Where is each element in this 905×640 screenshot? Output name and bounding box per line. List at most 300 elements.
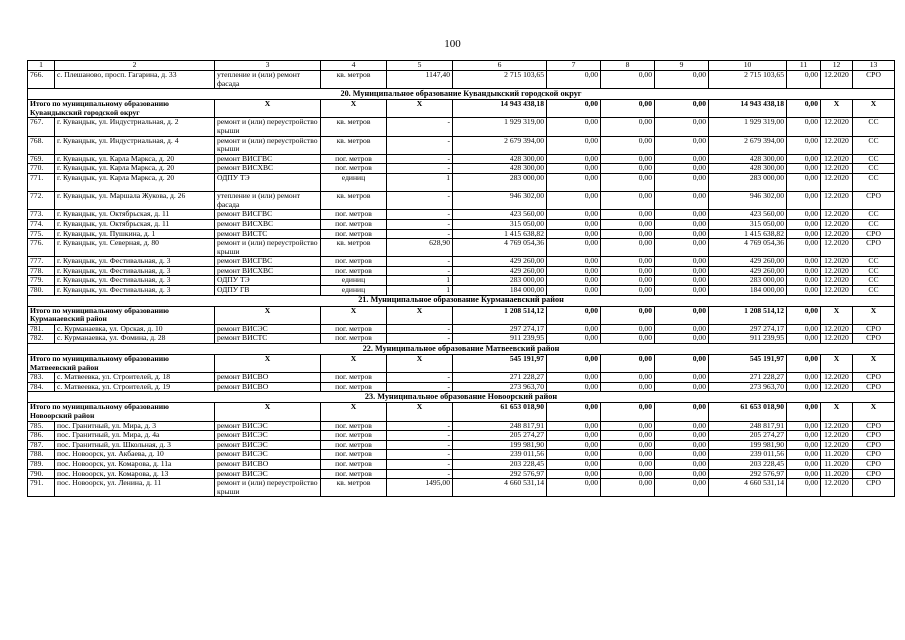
table-cell: -	[387, 219, 453, 229]
table-cell: СРО	[853, 469, 895, 479]
table-cell: ремонт ВИСХВС	[215, 164, 321, 174]
table-cell: 0,00	[787, 450, 821, 460]
table-cell: г. Кувандык, ул. Октябрьская, д. 11	[55, 210, 215, 220]
table-cell: 0,00	[601, 479, 655, 497]
table-cell: ремонт ВИСТС	[215, 334, 321, 344]
table-cell: 0,00	[547, 421, 601, 431]
table-cell: утепление и (или) ремонт фасада	[215, 71, 321, 89]
table-cell: СС	[853, 173, 895, 191]
table-cell: пог. метров	[321, 373, 387, 383]
table-cell: -	[387, 118, 453, 136]
column-number: 8	[601, 61, 655, 71]
table-cell: 0,00	[601, 118, 655, 136]
table-cell: 12.2020	[821, 219, 853, 229]
table-row	[28, 459, 895, 469]
table-cell: 0,00	[547, 450, 601, 460]
subtotal-cell: 0,00	[547, 403, 601, 421]
table-cell: СРО	[853, 334, 895, 344]
table-cell: 768.	[28, 136, 55, 154]
section-heading-row	[28, 89, 895, 100]
subtotal-cell: 61 653 018,90	[709, 403, 787, 421]
table-row	[28, 440, 895, 450]
table-cell: пог. метров	[321, 440, 387, 450]
table-cell: -	[387, 257, 453, 267]
table-cell: пог. метров	[321, 450, 387, 460]
table-cell: единиц	[321, 173, 387, 191]
table-cell: 781.	[28, 324, 55, 334]
table-cell: 771.	[28, 173, 55, 191]
table-cell: -	[387, 324, 453, 334]
table-cell: 12.2020	[821, 276, 853, 286]
table-cell: 0,00	[547, 192, 601, 210]
table-cell: ремонт ВИСЭС	[215, 421, 321, 431]
table-cell: 0,00	[787, 192, 821, 210]
table-cell: 0,00	[601, 469, 655, 479]
subtotal-cell: X	[821, 100, 853, 118]
table-cell: СС	[853, 219, 895, 229]
table-cell: ремонт ВИСХВС	[215, 266, 321, 276]
table-cell: ремонт ВИСЭС	[215, 431, 321, 441]
table-cell: 0,00	[655, 450, 709, 460]
table-cell: 783.	[28, 373, 55, 383]
table-cell: СРО	[853, 239, 895, 257]
table-cell: 0,00	[601, 154, 655, 164]
table-cell: -	[387, 431, 453, 441]
table-cell: 767.	[28, 118, 55, 136]
table-cell: СРО	[853, 71, 895, 89]
column-number: 10	[709, 61, 787, 71]
table-row	[28, 324, 895, 334]
subtotal-cell: X	[321, 306, 387, 324]
subtotal-cell: 0,00	[655, 100, 709, 118]
table-cell: 283 000,00	[453, 276, 547, 286]
table-cell: 0,00	[655, 257, 709, 267]
table-cell: СРО	[853, 382, 895, 392]
subtotal-cell: X	[215, 306, 321, 324]
table-cell: СС	[853, 118, 895, 136]
table-cell: пос. Новоорск, ул. Комарова, д. 13	[55, 469, 215, 479]
table-cell: 12.2020	[821, 421, 853, 431]
table-cell: 0,00	[787, 334, 821, 344]
table-cell: СРО	[853, 324, 895, 334]
table-cell: 0,00	[547, 373, 601, 383]
table-cell: пог. метров	[321, 469, 387, 479]
table-cell: 0,00	[787, 382, 821, 392]
table-cell: 12.2020	[821, 210, 853, 220]
table-cell: 199 981,90	[709, 440, 787, 450]
table-cell: с. Плешаново, просп. Гагарина, д. 33	[55, 71, 215, 89]
table-cell: 779.	[28, 276, 55, 286]
table-cell: 0,00	[787, 229, 821, 239]
column-number: 5	[387, 61, 453, 71]
table-cell: -	[387, 192, 453, 210]
table-cell: 423 560,00	[453, 210, 547, 220]
table-cell: с. Курманаевка, ул. Орская, д. 10	[55, 324, 215, 334]
table-cell: СС	[853, 257, 895, 267]
table-cell: 0,00	[655, 334, 709, 344]
table-cell: ремонт и (или) переустройство крыши	[215, 118, 321, 136]
table-cell: 0,00	[601, 324, 655, 334]
column-number: 6	[453, 61, 547, 71]
table-cell: 0,00	[787, 136, 821, 154]
table-cell: 775.	[28, 229, 55, 239]
table-cell: СС	[853, 154, 895, 164]
table-cell: 11.2020	[821, 450, 853, 460]
table-cell: 0,00	[601, 257, 655, 267]
table-cell: 0,00	[547, 136, 601, 154]
subtotal-cell: X	[387, 355, 453, 373]
table-row	[28, 421, 895, 431]
table-cell: 0,00	[601, 450, 655, 460]
table-cell: пос. Гранитный, ул. Мира, д. 3	[55, 421, 215, 431]
subtotal-cell: 0,00	[547, 100, 601, 118]
table-cell: ремонт и (или) переустройство крыши	[215, 136, 321, 154]
table-cell: 780.	[28, 286, 55, 296]
table-cell: СРО	[853, 479, 895, 497]
table-cell: 1 415 638,82	[453, 229, 547, 239]
table-cell: 199 981,90	[453, 440, 547, 450]
table-cell: 184 000,00	[709, 286, 787, 296]
table-cell: 12.2020	[821, 286, 853, 296]
table-cell: СС	[853, 164, 895, 174]
table-cell: 785.	[28, 421, 55, 431]
table-cell: 769.	[28, 154, 55, 164]
table-cell: ОДПУ ГВ	[215, 286, 321, 296]
table-cell: 12.2020	[821, 431, 853, 441]
table-cell: 0,00	[601, 71, 655, 89]
table-cell: 0,00	[547, 431, 601, 441]
table-cell: 0,00	[787, 154, 821, 164]
table-cell: 0,00	[787, 479, 821, 497]
subtotal-cell: X	[821, 403, 853, 421]
table-cell: пос. Гранитный, ул. Мира, д. 4а	[55, 431, 215, 441]
table-cell: 0,00	[601, 373, 655, 383]
table-row	[28, 118, 895, 136]
column-number: 12	[821, 61, 853, 71]
table-cell: СРО	[853, 192, 895, 210]
table-cell: 770.	[28, 164, 55, 174]
table-cell: 0,00	[655, 173, 709, 191]
table-cell: пос. Новоорск, ул. Ленина, д. 11	[55, 479, 215, 497]
table-cell: 12.2020	[821, 239, 853, 257]
table-cell: 0,00	[601, 421, 655, 431]
table-row	[28, 210, 895, 220]
column-number: 2	[55, 61, 215, 71]
column-number: 1	[28, 61, 55, 71]
table-cell: 0,00	[787, 219, 821, 229]
table-cell: 0,00	[601, 219, 655, 229]
table-cell: 12.2020	[821, 154, 853, 164]
table-cell: 911 239,95	[453, 334, 547, 344]
table-cell: ремонт ВИСЭС	[215, 324, 321, 334]
table-cell: 0,00	[655, 421, 709, 431]
table-cell: 0,00	[787, 118, 821, 136]
section-title: 22. Муниципальное образование Матвеевский район	[28, 344, 895, 355]
table-cell: 12.2020	[821, 266, 853, 276]
table-cell: 0,00	[787, 440, 821, 450]
column-number: 11	[787, 61, 821, 71]
table-cell: 0,00	[655, 164, 709, 174]
table-row	[28, 266, 895, 276]
table-cell: 0,00	[601, 276, 655, 286]
registry-table	[27, 60, 895, 497]
table-cell: 0,00	[655, 276, 709, 286]
table-cell: 4 660 531,14	[453, 479, 547, 497]
table-cell: 292 576,97	[453, 469, 547, 479]
table-cell: 0,00	[547, 286, 601, 296]
subtotal-label: Итого по муниципальному образованию Матвеевский район	[28, 355, 215, 373]
table-cell: 273 963,70	[453, 382, 547, 392]
table-cell: 184 000,00	[453, 286, 547, 296]
subtotal-cell: 545 191,97	[453, 355, 547, 373]
subtotal-cell: 545 191,97	[709, 355, 787, 373]
table-cell: 784.	[28, 382, 55, 392]
table-cell: 12.2020	[821, 324, 853, 334]
table-cell: 0,00	[787, 431, 821, 441]
table-cell: г. Кувандык, ул. Пушкина, д. 1	[55, 229, 215, 239]
subtotal-row	[28, 403, 895, 421]
table-cell: -	[387, 164, 453, 174]
subtotal-cell: 0,00	[655, 403, 709, 421]
table-cell: 4 660 531,14	[709, 479, 787, 497]
table-cell: 2 679 394,00	[453, 136, 547, 154]
table-cell: 0,00	[655, 219, 709, 229]
table-cell: пог. метров	[321, 266, 387, 276]
table-cell: СРО	[853, 431, 895, 441]
table-cell: 248 817,91	[709, 421, 787, 431]
subtotal-cell: X	[215, 100, 321, 118]
table-cell: кв. метров	[321, 479, 387, 497]
table-cell: 0,00	[601, 229, 655, 239]
table-cell: 0,00	[547, 324, 601, 334]
table-cell: 0,00	[787, 71, 821, 89]
table-row	[28, 173, 895, 191]
table-cell: 283 000,00	[453, 173, 547, 191]
table-cell: кв. метров	[321, 71, 387, 89]
table-cell: 786.	[28, 431, 55, 441]
table-cell: 0,00	[547, 266, 601, 276]
table-cell: 0,00	[547, 382, 601, 392]
table-cell: -	[387, 154, 453, 164]
table-cell: 774.	[28, 219, 55, 229]
table-row	[28, 276, 895, 286]
table-cell: г. Кувандык, ул. Октябрьская, д. 11	[55, 219, 215, 229]
table-cell: ОДПУ ТЭ	[215, 276, 321, 286]
table-cell: 0,00	[787, 173, 821, 191]
table-row	[28, 136, 895, 154]
table-cell: 0,00	[547, 71, 601, 89]
table-cell: пог. метров	[321, 459, 387, 469]
column-number-row	[28, 61, 895, 71]
table-cell: единиц	[321, 286, 387, 296]
table-cell: 12.2020	[821, 382, 853, 392]
subtotal-cell: X	[321, 403, 387, 421]
table-cell: 776.	[28, 239, 55, 257]
table-cell: -	[387, 136, 453, 154]
subtotal-cell: 0,00	[787, 403, 821, 421]
table-cell: 429 260,00	[453, 266, 547, 276]
table-cell: 946 302,00	[453, 192, 547, 210]
table-cell: 0,00	[787, 286, 821, 296]
table-cell: 0,00	[547, 164, 601, 174]
table-cell: -	[387, 334, 453, 344]
table-cell: 0,00	[601, 334, 655, 344]
subtotal-cell: X	[821, 355, 853, 373]
section-title: 21. Муниципальное образование Курманаевский район	[28, 295, 895, 306]
subtotal-cell: X	[853, 355, 895, 373]
section-title: 20. Муниципальное образование Кувандыкский городской округ	[28, 89, 895, 100]
table-cell: ремонт ВИСХВС	[215, 219, 321, 229]
subtotal-cell: 0,00	[601, 355, 655, 373]
table-cell: пог. метров	[321, 229, 387, 239]
table-cell: 0,00	[787, 257, 821, 267]
table-cell: пог. метров	[321, 154, 387, 164]
table-cell: 0,00	[601, 136, 655, 154]
table-cell: 0,00	[601, 173, 655, 191]
subtotal-label: Итого по муниципальному образованию Кувандыкский городской округ	[28, 100, 215, 118]
table-cell: 0,00	[787, 276, 821, 286]
table-cell: 0,00	[547, 173, 601, 191]
table-cell: 0,00	[655, 239, 709, 257]
table-cell: 1 929 319,00	[453, 118, 547, 136]
table-cell: ОДПУ ТЭ	[215, 173, 321, 191]
table-cell: -	[387, 450, 453, 460]
table-cell: 0,00	[655, 286, 709, 296]
table-cell: 0,00	[655, 210, 709, 220]
table-cell: 0,00	[601, 210, 655, 220]
table-cell: -	[387, 373, 453, 383]
table-cell: 0,00	[787, 239, 821, 257]
section-heading-row	[28, 392, 895, 403]
table-cell: ремонт ВИСВО	[215, 459, 321, 469]
table-cell: г. Кувандык, ул. Карла Маркса, д. 20	[55, 154, 215, 164]
table-cell: 423 560,00	[709, 210, 787, 220]
table-cell: 790.	[28, 469, 55, 479]
table-cell: 12.2020	[821, 192, 853, 210]
table-cell: 0,00	[787, 469, 821, 479]
table-cell: г. Кувандык, ул. Фестивальная, д. 3	[55, 257, 215, 267]
table-cell: г. Кувандык, ул. Фестивальная, д. 3	[55, 276, 215, 286]
table-cell: 0,00	[787, 266, 821, 276]
table-cell: ремонт и (или) переустройство крыши	[215, 239, 321, 257]
table-cell: 0,00	[655, 440, 709, 450]
table-cell: 12.2020	[821, 334, 853, 344]
table-cell: г. Кувандык, ул. Карла Маркса, д. 20	[55, 164, 215, 174]
table-cell: 12.2020	[821, 118, 853, 136]
table-cell: 0,00	[787, 421, 821, 431]
table-cell: 271 228,27	[709, 373, 787, 383]
table-row	[28, 382, 895, 392]
table-cell: пог. метров	[321, 164, 387, 174]
table-row	[28, 71, 895, 89]
table-cell: 271 228,27	[453, 373, 547, 383]
table-cell: 428 300,00	[453, 164, 547, 174]
table-cell: 11.2020	[821, 459, 853, 469]
table-cell: кв. метров	[321, 239, 387, 257]
table-cell: пос. Гранитный, ул. Школьная, д. 3	[55, 440, 215, 450]
subtotal-cell: 0,00	[655, 306, 709, 324]
table-cell: СС	[853, 210, 895, 220]
table-cell: г. Кувандык, ул. Индустриальная, д. 2	[55, 118, 215, 136]
column-number: 4	[321, 61, 387, 71]
table-cell: 239 011,56	[453, 450, 547, 460]
table-cell: ремонт ВИСЭС	[215, 469, 321, 479]
table-cell: СС	[853, 286, 895, 296]
table-cell: 12.2020	[821, 164, 853, 174]
subtotal-cell: 0,00	[601, 306, 655, 324]
table-cell: 12.2020	[821, 71, 853, 89]
table-cell: 946 302,00	[709, 192, 787, 210]
table-cell: 0,00	[601, 192, 655, 210]
table-row	[28, 469, 895, 479]
table-cell: 1	[387, 173, 453, 191]
subtotal-cell: X	[321, 100, 387, 118]
table-cell: 0,00	[655, 118, 709, 136]
subtotal-cell: X	[215, 403, 321, 421]
table-cell: 203 228,45	[709, 459, 787, 469]
table-cell: 0,00	[655, 266, 709, 276]
table-cell: 2 715 103,65	[709, 71, 787, 89]
table-cell: ремонт ВИСЭС	[215, 450, 321, 460]
subtotal-cell: X	[853, 403, 895, 421]
table-cell: 273 963,70	[709, 382, 787, 392]
table-cell: 789.	[28, 459, 55, 469]
table-row	[28, 239, 895, 257]
column-number: 13	[853, 61, 895, 71]
table-cell: 2 715 103,65	[453, 71, 547, 89]
subtotal-label: Итого по муниципальному образованию Курманаевский район	[28, 306, 215, 324]
subtotal-cell: X	[853, 306, 895, 324]
table-cell: 0,00	[655, 382, 709, 392]
table-cell: 429 260,00	[453, 257, 547, 267]
table-cell: 0,00	[787, 459, 821, 469]
table-row	[28, 373, 895, 383]
table-cell: 315 050,00	[453, 219, 547, 229]
table-cell: г. Кувандык, ул. Северная, д. 80	[55, 239, 215, 257]
table-cell: 0,00	[547, 154, 601, 164]
table-row	[28, 192, 895, 210]
table-cell: 0,00	[601, 431, 655, 441]
subtotal-cell: 0,00	[547, 355, 601, 373]
table-cell: ремонт ВИСГВС	[215, 210, 321, 220]
table-cell: 791.	[28, 479, 55, 497]
table-cell: 0,00	[655, 324, 709, 334]
table-cell: 0,00	[655, 229, 709, 239]
subtotal-cell: 0,00	[601, 403, 655, 421]
section-title: 23. Муниципальное образование Новоорский район	[28, 392, 895, 403]
table-cell: 0,00	[601, 164, 655, 174]
table-cell: 0,00	[547, 210, 601, 220]
table-cell: -	[387, 440, 453, 450]
table-cell: ремонт ВИСГВС	[215, 154, 321, 164]
subtotal-cell: 0,00	[547, 306, 601, 324]
table-cell: с. Курманаевка, ул. Фомина, д. 28	[55, 334, 215, 344]
table-cell: 0,00	[655, 154, 709, 164]
table-cell: кв. метров	[321, 118, 387, 136]
table-cell: -	[387, 229, 453, 239]
table-row	[28, 229, 895, 239]
table-cell: 0,00	[547, 459, 601, 469]
subtotal-cell: 0,00	[601, 100, 655, 118]
table-cell: 0,00	[601, 266, 655, 276]
table-cell: 12.2020	[821, 257, 853, 267]
table-cell: -	[387, 469, 453, 479]
subtotal-cell: 1 208 514,12	[709, 306, 787, 324]
table-cell: с. Матвеевка, ул. Строителей, д. 18	[55, 373, 215, 383]
table-cell: 428 300,00	[709, 164, 787, 174]
table-cell: 4 769 054,36	[453, 239, 547, 257]
table-cell: -	[387, 459, 453, 469]
